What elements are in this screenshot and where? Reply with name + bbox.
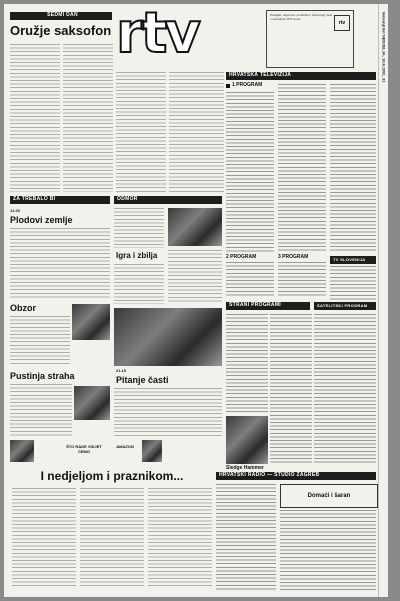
info-box-text: Pošaljite odgovore uredništvu Večernjeg lista s naznakom RTV-zona <box>270 14 332 21</box>
ad-right: AMAZON <box>116 444 134 449</box>
odmor-text <box>114 208 164 248</box>
sledge-caption: Sledge Hammer <box>226 465 264 471</box>
satelitski-header: SATELITSKI PROGRAM <box>314 302 376 309</box>
story-3-photo <box>74 386 110 420</box>
program2-label: 2 PROGRAM <box>226 254 257 260</box>
info-box <box>266 10 354 68</box>
right-listing <box>330 84 376 252</box>
feature-title: I nedjeljom i praznikom... <box>40 469 184 483</box>
domaci-body <box>280 510 376 590</box>
strani-header-bar <box>226 302 310 310</box>
program2-listing <box>226 262 274 298</box>
story-5-body <box>114 388 222 436</box>
slovenija-listing <box>330 266 376 300</box>
slovenija-header: TV SLOVENIJA <box>330 256 376 263</box>
story-2-title: Obzor <box>10 303 36 313</box>
hrvatska-header-bar <box>226 72 376 80</box>
radio-header-bar <box>216 472 376 480</box>
program1-listing <box>226 92 274 252</box>
odmor-photo <box>168 208 222 246</box>
article-col-3 <box>116 72 166 194</box>
story-5-time: 21.15 <box>116 368 127 373</box>
sledge-photo <box>226 416 268 464</box>
program1-marker <box>226 84 230 88</box>
hrvatska-header: HRVATSKA TELEVIZIJA <box>226 72 376 79</box>
story-4-body-2 <box>168 250 222 304</box>
program3-listing <box>278 262 326 298</box>
feature-col-2 <box>80 488 144 588</box>
side-strip <box>378 4 388 597</box>
story-3-body <box>10 384 72 436</box>
story-5-title: Pitanje časti <box>116 375 169 385</box>
article-col-2 <box>63 44 113 192</box>
story-3-title: Pustinja straha <box>10 371 75 381</box>
headline: Oružje saksofon <box>10 23 112 38</box>
info-badge: rtv <box>334 15 350 31</box>
za-header-bar <box>10 196 110 204</box>
article-col-1 <box>10 44 60 192</box>
domaci-title: Domaći i šaran <box>307 493 351 499</box>
radio-col-1 <box>216 484 276 590</box>
story-4-body <box>114 264 164 304</box>
ad-photo-right <box>142 440 162 462</box>
story-1-time: 12.20 <box>10 208 21 213</box>
story-2-body <box>10 316 70 366</box>
section-tag: SEDMI DAN <box>10 12 112 19</box>
story-4-title: Igra i zbilja <box>116 251 158 260</box>
strani-col-2 <box>270 314 312 464</box>
feature-col-3 <box>148 488 212 588</box>
strani-header: STRANI PROGRAMI <box>226 302 310 309</box>
program1-label: 1 PROGRAM <box>232 82 263 88</box>
story-2-photo <box>72 304 110 340</box>
ad-photo <box>10 440 34 462</box>
side-strip-text: Večernji list NEDJELJA, 10.8.1991. 31 <box>381 11 387 83</box>
ad-left: ŠTO RADE VIDJET ĆEMO <box>66 444 102 454</box>
rtv-logo: rtv <box>116 6 198 66</box>
odmor-header: ODMOR <box>114 196 222 203</box>
story-5-photo <box>114 308 222 366</box>
satelitski-header-bar <box>314 302 376 310</box>
slovenija-header-bar <box>330 256 376 264</box>
domaci-box <box>280 484 378 508</box>
newspaper-page <box>4 4 388 597</box>
feature-col-1 <box>12 488 76 588</box>
article-col-4 <box>169 72 224 194</box>
program1-listing-2 <box>278 84 326 252</box>
radio-header: HRVATSKI RADIO — STUDIO ZAGREB <box>216 472 376 479</box>
program3-label: 3 PROGRAM <box>278 254 309 260</box>
strani-col-1 <box>226 314 268 414</box>
story-1-body <box>10 228 110 298</box>
satelitski-listing <box>314 314 376 464</box>
za-header: ZA TREBALO BI <box>10 196 110 203</box>
story-1-title: Plodovi zemlje <box>10 215 73 225</box>
odmor-header-bar <box>114 196 222 204</box>
section-tag-bar <box>10 12 112 20</box>
